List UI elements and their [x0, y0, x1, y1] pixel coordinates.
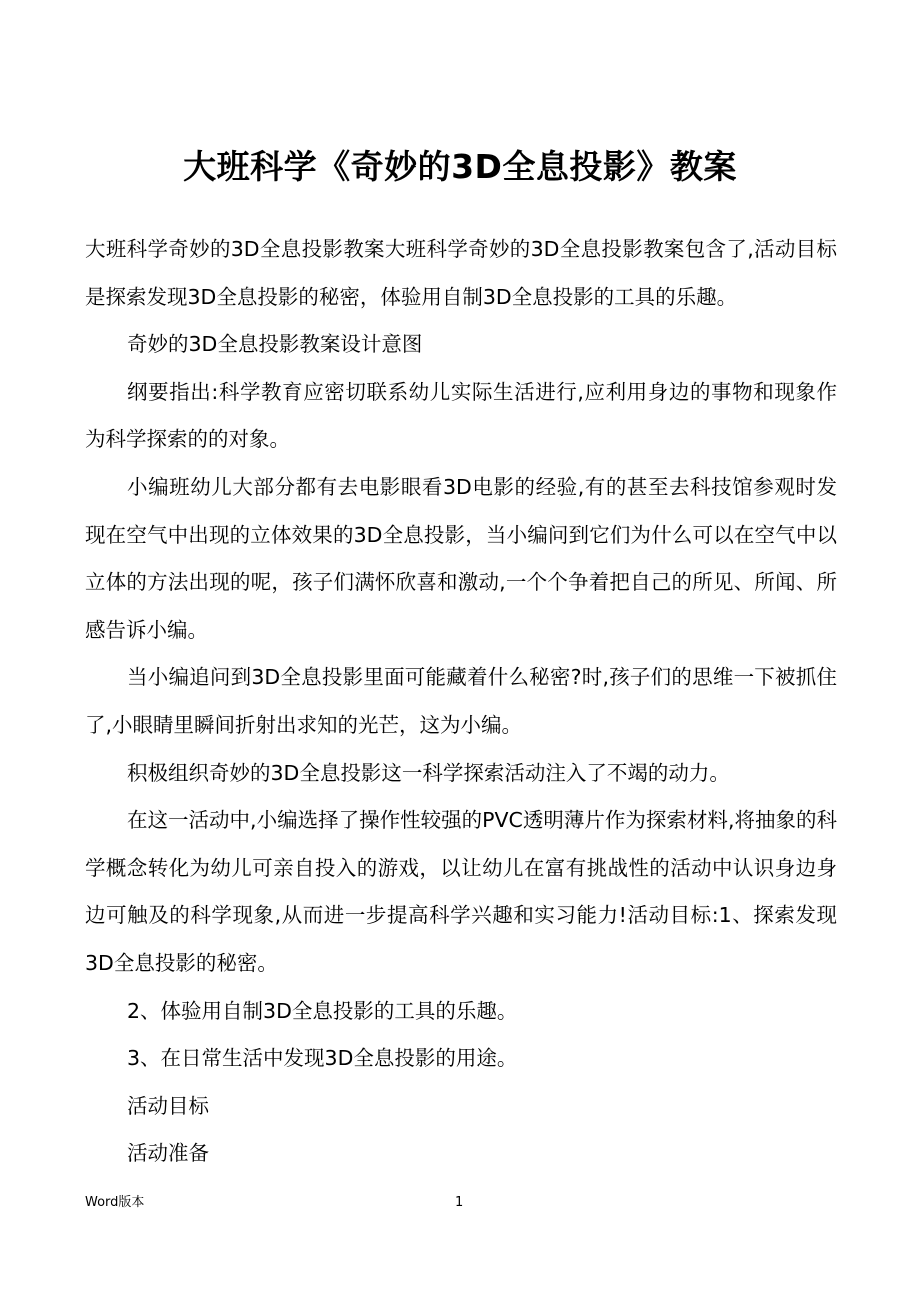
- section-heading-goals: 活动目标: [127, 1093, 209, 1118]
- paragraph-motivation: 积极组织奇妙的3D全息投影这一科学探索活动注入了不竭的动力。: [127, 760, 730, 785]
- paragraph-activity: 在这一活动中,小编选择了操作性较强的PVC透明薄片作为探索材料,将抽象的科学概念转化为幼儿可亲自投入的游戏，以让幼儿在富有挑战性的活动中认识身边身边可触及的科学现象,从而进一步提高科学兴趣和实习能力!活动目标:1、探索发现3D全息投影的秘密。: [85, 808, 837, 975]
- paragraph-outline: 纲要指出:科学教育应密切联系幼儿实际生活进行,应利用身边的事物和现象作为科学探索的的对象。: [85, 379, 837, 452]
- paragraph-question: 当小编追问到3D全息投影里面可能藏着什么秘密?时,孩子们的思维一下被抓住了,小眼睛里瞬间折射出求知的光芒，这为小编。: [85, 665, 837, 737]
- paragraph-experience: 小编班幼儿大部分都有去电影眼看3D电影的经验,有的甚至去科技馆参观时发现在空气中出现的立体效果的3D全息投影，当小编问到它们为什么可以在空气中以立体的方法出现的呢，孩子们满怀欣喜和激动,一个个争着把自己的所见、所闻、所感告诉小编。: [85, 474, 837, 642]
- footer-label: Word版本: [85, 1195, 145, 1210]
- section-heading-preparation: 活动准备: [127, 1141, 209, 1166]
- document-title: 大班科学《奇妙的3D全息投影》教案: [183, 147, 737, 186]
- paragraph-goal-3: 3、在日常生活中发现3D全息投影的用途。: [127, 1046, 518, 1071]
- document-body: [85, 226, 837, 1178]
- paragraph-goal-2: 2、体验用自制3D全息投影的工具的乐趣。: [127, 998, 518, 1023]
- paragraph-design-intent-heading: 奇妙的3D全息投影教案设计意图: [127, 332, 423, 357]
- paragraph-intro: 大班科学奇妙的3D全息投影教案大班科学奇妙的3D全息投影教案包含了,活动目标是探索发现3D全息投影的秘密，体验用自制3D全息投影的工具的乐趣。: [85, 237, 837, 309]
- footer-page-number: 1: [455, 1195, 464, 1210]
